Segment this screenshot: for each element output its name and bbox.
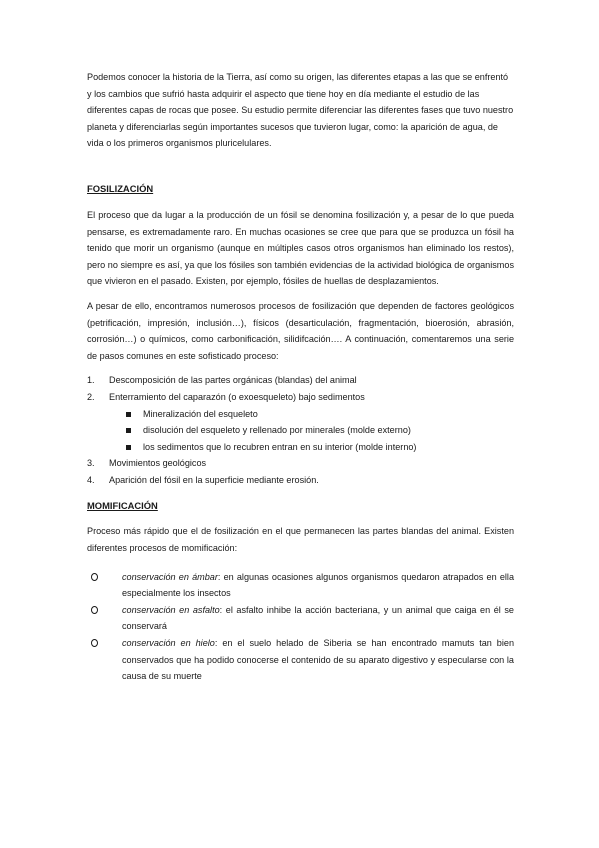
document-body bbox=[87, 69, 514, 685]
substep-text: Mineralización del esqueleto bbox=[143, 408, 258, 419]
substep-text: los sedimentos que lo recubren entran en su interior (molde interno) bbox=[143, 441, 417, 452]
momificacion-term: conservación en hielo bbox=[122, 638, 215, 649]
momificacion-term: conservación en asfalto bbox=[122, 604, 220, 615]
momificacion-term: conservación en ámbar bbox=[122, 571, 218, 582]
fosilizacion-heading: FOSILIZACIÓN bbox=[87, 182, 154, 194]
step-item bbox=[87, 455, 514, 472]
substep-item bbox=[109, 422, 514, 439]
momificacion-item bbox=[87, 635, 514, 685]
square-bullet-icon bbox=[126, 428, 131, 433]
step-item bbox=[87, 372, 514, 389]
step-text: Descomposición de las partes orgánicas (blandas) del animal bbox=[109, 375, 357, 386]
substep-text: disolución del esqueleto y rellenado por minerales (molde externo) bbox=[143, 425, 411, 436]
step-number: 2. bbox=[87, 391, 95, 402]
momificacion-paragraph: Proceso más rápido que el de fosilización en el que permanecen las partes blandas del animal. Existen diferentes procesos de momificación: bbox=[87, 526, 514, 554]
momificacion-item bbox=[87, 569, 514, 602]
step-number: 3. bbox=[87, 458, 95, 469]
momificacion-list bbox=[87, 569, 514, 685]
circle-bullet-icon bbox=[91, 606, 98, 614]
momificacion-heading: MOMIFICACIÓN bbox=[87, 500, 158, 512]
fosilizacion-paragraph-1: El proceso que da lugar a la producción de un fósil se denomina fosilización y, a pesar de lo que pueda pensarse, es extremadamente raro. En muchas ocasiones se cree que para que se produzca un fósil ha tenido que morir un organismo (aunque en múltiples casos otros organismos han eliminado los restos), pero no siempre es así, ya que los fósiles son también evidencias de la actividad biológica de organismos que vivieron en el pasado. Existen, por ejemplo, fósiles de huellas de desplazamientos. bbox=[87, 209, 514, 287]
step-number: 4. bbox=[87, 474, 95, 485]
substep-item bbox=[109, 406, 514, 423]
substep-item bbox=[109, 439, 514, 456]
square-bullet-icon bbox=[126, 412, 131, 417]
step-text: Aparición del fósil en la superficie mediante erosión. bbox=[109, 474, 319, 485]
intro-paragraph: Podemos conocer la historia de la Tierra, así como su origen, las diferentes etapas a las que se enfrentó y los cambios que sufrió hasta adquirir el aspecto que tiene hoy en día mediante el estudio de las diferentes capas de rocas que posee. Su estudio permite diferenciar las diferentes fases que tuvo nuestro planeta y diferenciarlas según importantes sucesos que tuvieron lugar, como: la aparición de agua, de vida o los primeros organismos pluricelulares. bbox=[87, 72, 514, 149]
step-text: Enterramiento del caparazón (o exoesqueleto) bajo sedimentos bbox=[109, 391, 365, 402]
circle-bullet-icon bbox=[91, 573, 98, 581]
step-text: Movimientos geológicos bbox=[109, 458, 207, 469]
momificacion-desc: : el asfalto inhibe la acción bacteriana, y un animal que caiga en él se conservará bbox=[122, 604, 514, 632]
fosilizacion-paragraph-2: A pesar de ello, encontramos numerosos procesos de fosilización que dependen de factores geológicos (petrificación, impresión, inclusión…), físicos (desarticulación, fragmentación, bioerosión, abrasión, corrosión…) o químicos, como carbonificación, silidifcación…. A continuación, comentaremos una serie de pasos comunes en este sofisticado proceso: bbox=[87, 300, 514, 361]
fosilizacion-steps-list bbox=[87, 372, 514, 488]
momificacion-item bbox=[87, 602, 514, 635]
square-bullet-icon bbox=[126, 445, 131, 450]
step-item bbox=[87, 472, 514, 489]
step-item bbox=[87, 389, 514, 455]
circle-bullet-icon bbox=[91, 639, 98, 647]
momificacion-desc: : en el suelo helado de Siberia se han encontrado mamuts tan bien conservados que ha podido conocerse el contenido de su aparato digestivo y especularse con la causa de su muerte bbox=[122, 638, 515, 682]
substeps-list bbox=[109, 406, 514, 456]
step-number: 1. bbox=[87, 375, 95, 386]
momificacion-desc: : en algunas ocasiones algunos organismos quedaron atrapados en ella especialmente los insectos bbox=[122, 571, 514, 599]
